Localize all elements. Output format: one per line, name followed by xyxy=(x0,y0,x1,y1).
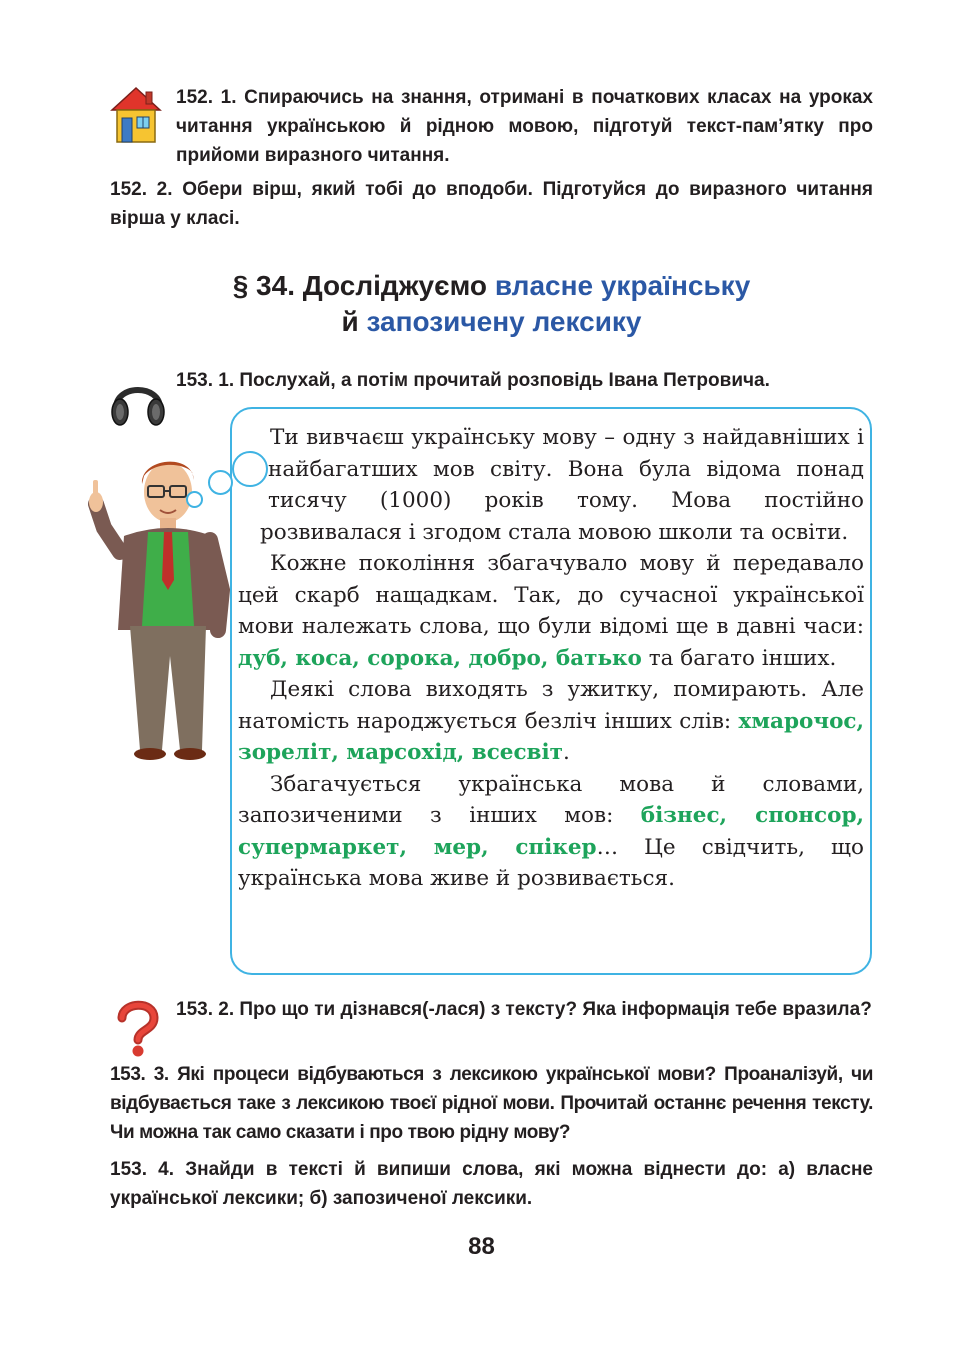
question-mark-icon xyxy=(112,998,162,1058)
story-p4-text: Збагачується українська мова й словами, запозиченими з інших мов: xyxy=(238,771,864,828)
story-p1-text: Ти вивчаєш українську мову – одну з найдавніших і найбагатших мов світу. Вона була відома понад тисячу (1000) років тому. Мова постійно розвивалася і згодом стала мовою школи та освіти. xyxy=(260,425,864,545)
bubble-dot-medium xyxy=(208,470,233,495)
story-paragraph-2 xyxy=(238,548,864,674)
story-p4-borrowed-words: бізнес, спонсор, супермаркет, мер, спікер xyxy=(238,803,864,860)
story-p3-text: Деякі слова виходять з ужитку, помирають. Але натомість народжується безліч інших слів: xyxy=(238,677,864,734)
task-153-4: 153. 4. Знайди в тексті й випиши слова, які можна віднести до: а) власне української лексики; б) запозиченої лексики. xyxy=(110,1159,873,1209)
section-title-connector: й xyxy=(341,306,367,337)
story-paragraph-4 xyxy=(238,769,864,895)
story-p2-native-words: дуб, коса, сорока, добро, батько xyxy=(238,645,642,671)
headphones-icon xyxy=(108,370,168,428)
page-number: 88 xyxy=(468,1233,495,1260)
section-title-prefix: § 34. Досліджуємо xyxy=(232,270,495,301)
section-title-borrowed: запозичену лексику xyxy=(366,306,642,337)
story-text xyxy=(238,422,864,895)
section-title xyxy=(110,268,873,340)
task-153-2: 153. 2. Про що ти дізнався(-лася) з тексту? Яка інформація тебе вразила? xyxy=(176,999,872,1020)
story-paragraph-1 xyxy=(238,422,864,548)
story-p3-new-words: хмарочос, зореліт, марсохід, всесвіт xyxy=(238,708,864,765)
house-icon xyxy=(110,86,162,144)
task-152-1: 152. 1. Спираючись на знання, отримані в початкових класах на уроках читання українською й рідною мовою, підготуй текст-пам’ятку про прийоми виразного читання. xyxy=(176,87,873,166)
story-p2-end: та багато інших. xyxy=(641,645,837,671)
task-152-2: 152. 2. Обери вірш, який тобі до вподоби. Підготуйся до виразного читання вірша у класі. xyxy=(110,179,873,229)
story-p4-end: … Це свідчить, що українська мова живе й розвивається. xyxy=(238,834,864,891)
story-paragraph-3 xyxy=(238,674,864,769)
story-p3-end: . xyxy=(562,740,570,765)
task-153-1: 153. 1. Послухай, а потім прочитай розповідь Івана Петровича. xyxy=(176,370,770,391)
story-p2-text: Кожне покоління збагачувало мову й передавало цей скарб нащадкам. Так, до сучасної української мови належать слова, що були відомі ще в давні часи: xyxy=(238,551,864,639)
section-title-native: власне українську xyxy=(494,270,751,301)
bubble-dot-small xyxy=(186,491,203,508)
task-153-3: 153. 3. Які процеси відбуваються з лексикою української мови? Проаналізуй, чи відбувається таке з лексикою твоєї рідної мови. Прочитай останнє речення тексту. Чи можна так само сказати і про твою рідну мову? xyxy=(110,1064,873,1143)
